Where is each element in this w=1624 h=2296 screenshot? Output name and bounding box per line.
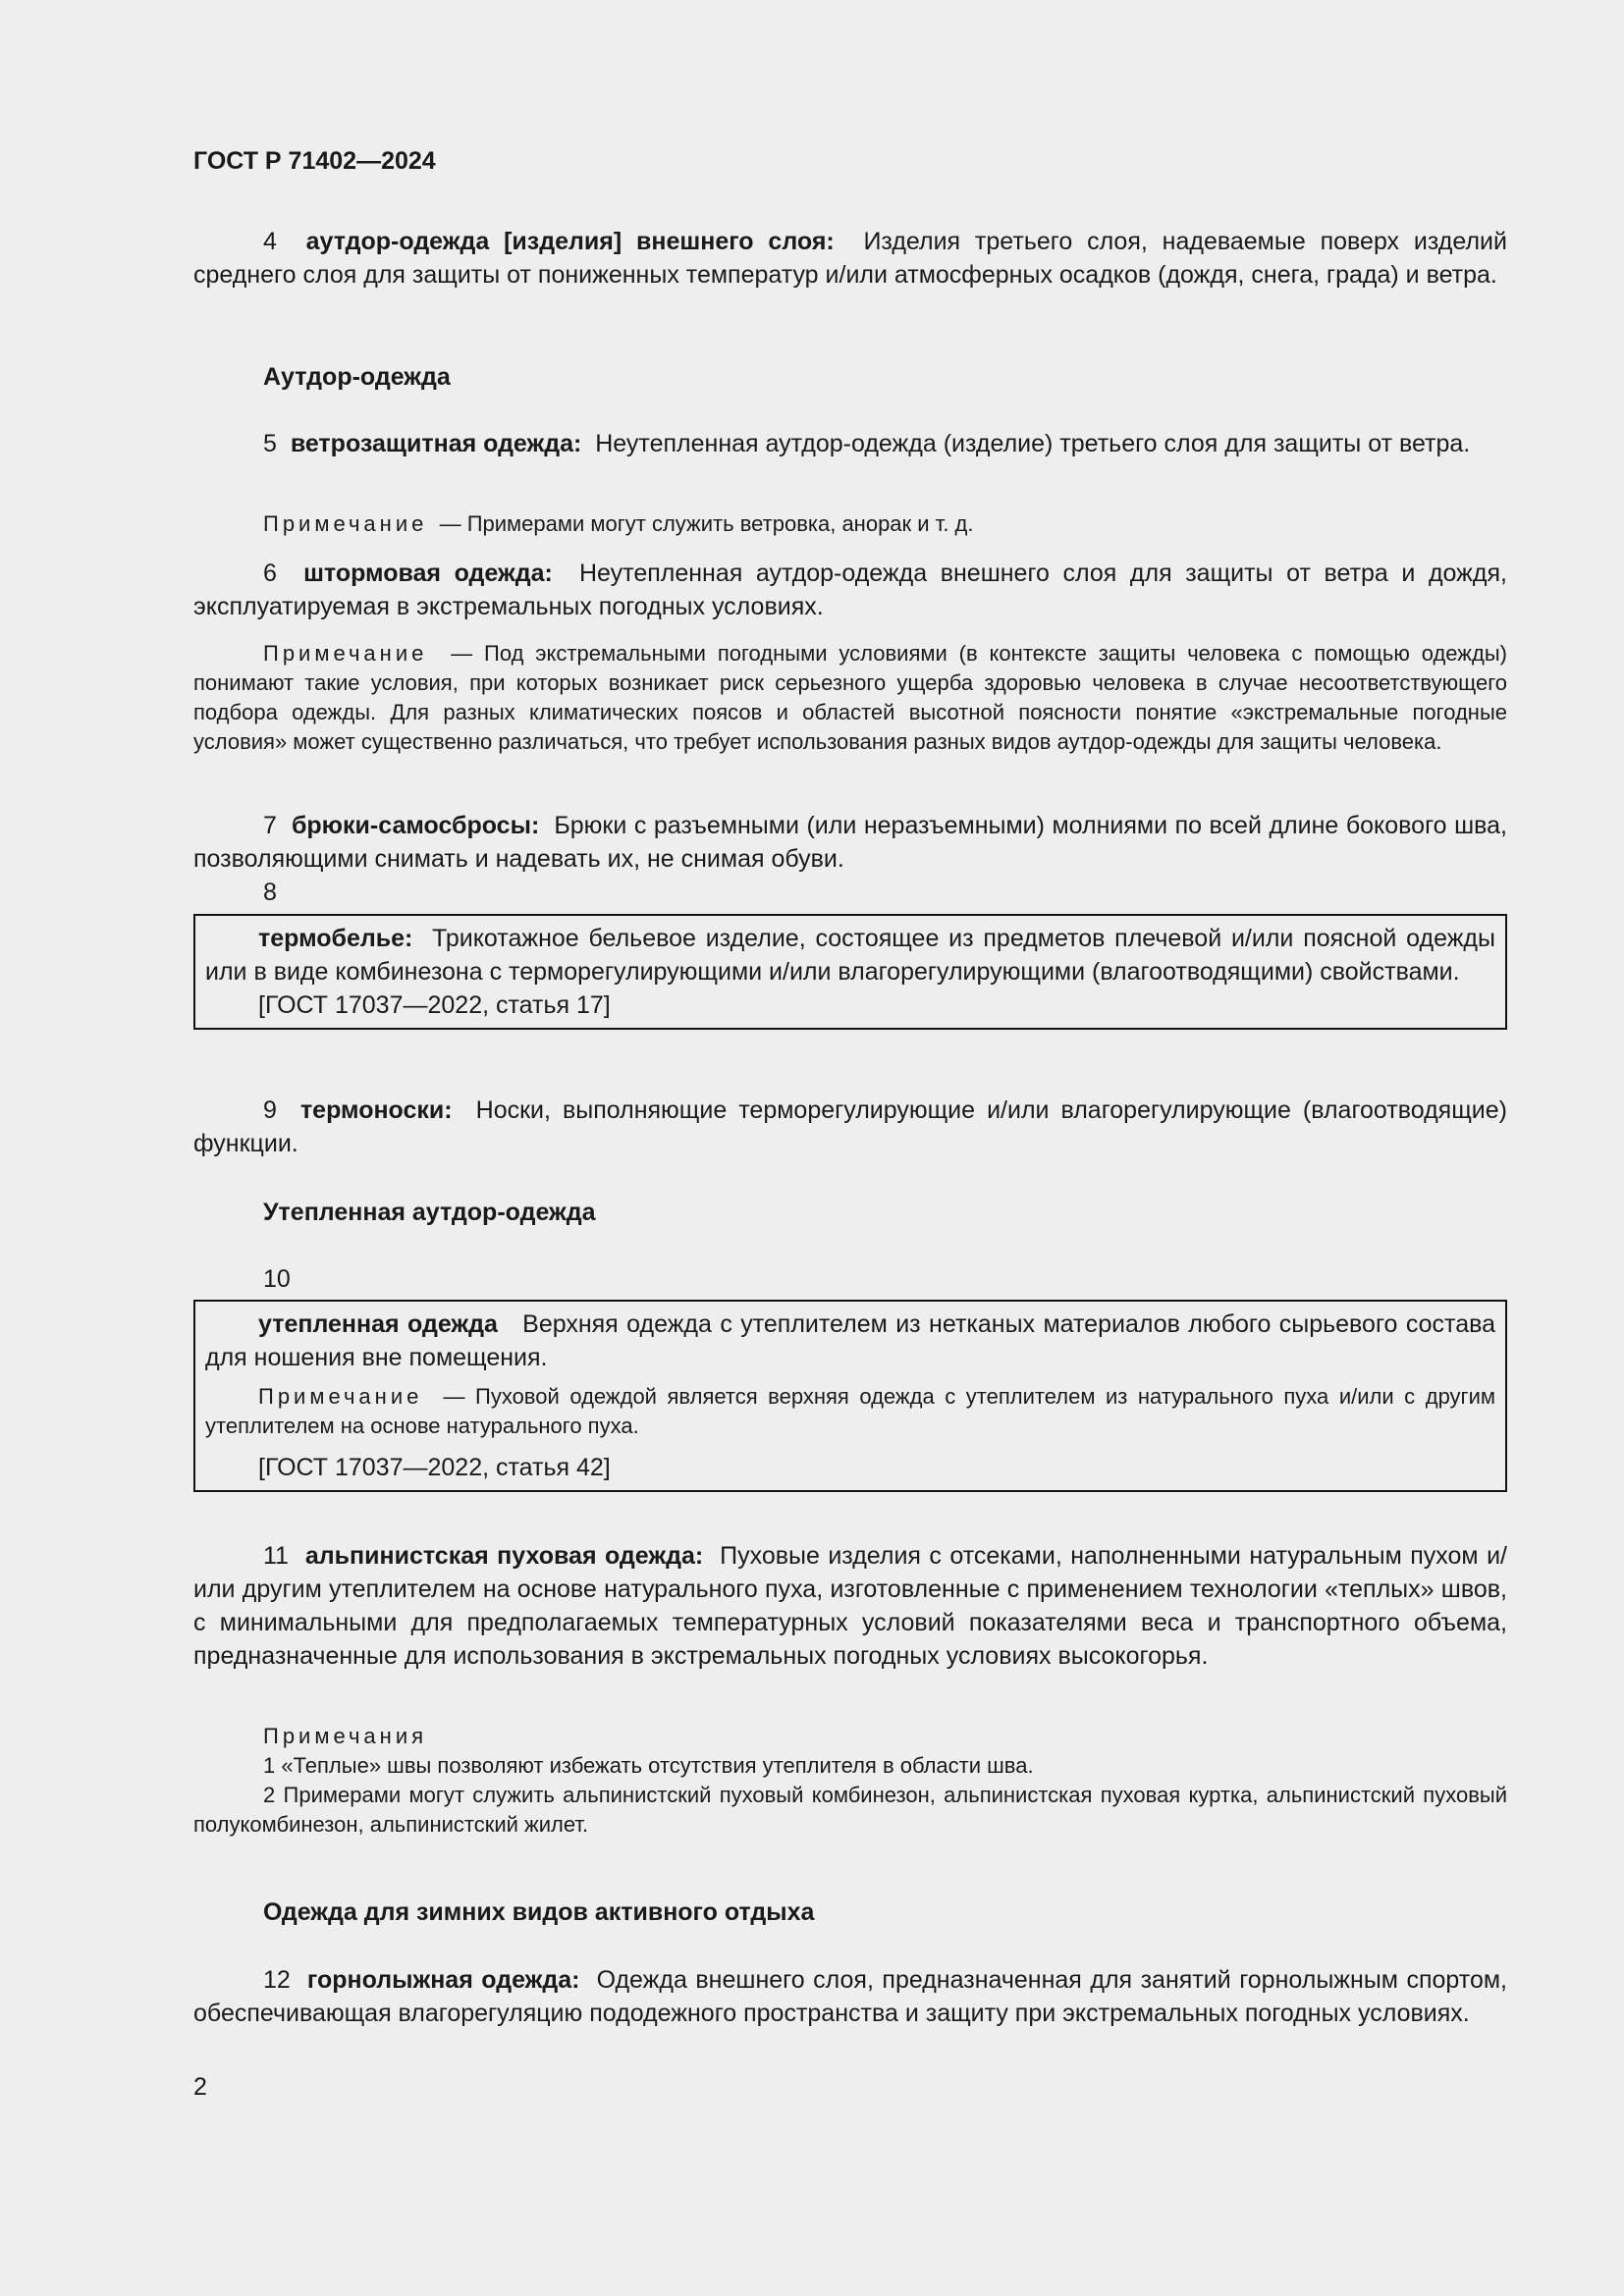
note (205, 1382, 1495, 1441)
entry-6 (193, 557, 1507, 623)
term: аутдор-одежда [изделия] внешнего слоя: (305, 228, 835, 255)
note (193, 639, 1507, 757)
definition: Изделия третьего слоя, надеваемые поверх изделий среднего слоя для защиты от пониженных температур и/или атмосферных осадков (дождя, снега, града) и ветра. (193, 228, 1507, 289)
entry-number: 5 (263, 430, 277, 457)
section-heading: Утепленная аутдор-одежда (263, 1199, 596, 1226)
entry-4 (193, 225, 1507, 292)
term: термобелье: (258, 925, 413, 952)
entry-8-box (193, 914, 1507, 1030)
note-text: — Примерами могут служить ветровка, анорак и т. д. (439, 511, 974, 536)
note-2: 2 Примерами могут служить альпинистский пуховый комбинезон, альпинистская пуховая куртка, альпинистский пуховый полукомбинезон, альпинистский жилет. (193, 1783, 1507, 1837)
definition: Неутепленная аутдор-одежда (изделие) третьего слоя для защиты от ветра. (595, 430, 1471, 457)
section-heading: Одежда для зимних видов активного отдыха (263, 1898, 815, 1926)
document-header: ГОСТ Р 71402—2024 (193, 147, 436, 175)
definition: Неутепленная аутдор-одежда внешнего слоя для защиты от ветра и дождя, эксплуатируемая в экстремальных погодных условиях. (193, 560, 1507, 620)
term: штормовая одежда: (303, 560, 553, 587)
entry-9 (193, 1094, 1507, 1160)
definition: Верхняя одежда с утеплителем из нетканых материалов любого сырьевого состава для ношения вне помещения. (205, 1310, 1496, 1371)
note-text: — Под экстремальными погодными условиями (в контексте защиты человека с помощью одежды) понимают такие условия, при которых возникает риск серьезного ущерба здоровью человека в случае несоответствующего подбора одежды. Для разных климатических поясов и областей высотной поясности понятие «экстремальные погодные условия» может существенно различаться, что требует использования разных видов аутдор-одежды для защиты человека. (193, 641, 1507, 754)
note-label: Примечание (263, 641, 428, 666)
term: горнолыжная одежда: (306, 1966, 580, 1994)
term: альпинистская пуховая одежда: (304, 1542, 704, 1570)
entry-11 (193, 1539, 1507, 1673)
section-heading: Аутдор-одежда (263, 363, 451, 391)
definition: Трикотажное бельевое изделие, состоящее из предметов плечевой и/или поясной одежды или в виде комбинезона с терморегулирующими и/или влагорегулирующими (влагоотводящими) свойствами. (205, 925, 1495, 986)
notes-label: Примечания (263, 1724, 428, 1748)
entry-8 (205, 922, 1495, 988)
entry-7 (193, 809, 1507, 876)
entry-number: 8 (263, 879, 277, 906)
entry-number: 6 (263, 560, 277, 587)
note-label: Примечание (263, 511, 428, 536)
notes-block (193, 1722, 1507, 1840)
term: ветрозащитная одежда: (290, 430, 582, 457)
definition: Одежда внешнего слоя, предназначенная для занятий горнолыжным спортом, обеспечивающая влагорегуляцию пододежного пространства и защиту при экстремальных погодных условиях. (193, 1966, 1507, 2027)
entry-number: 11 (263, 1542, 289, 1570)
source-reference: [ГОСТ 17037—2022, статья 17] (258, 991, 611, 1019)
entry-number: 9 (263, 1096, 277, 1124)
entry-10 (205, 1308, 1495, 1374)
note (193, 509, 1507, 539)
entry-number: 12 (263, 1966, 291, 1994)
definition: Носки, выполняющие терморегулирующие и/или влагорегулирующие (влагоотводящие) функции. (193, 1096, 1507, 1157)
entry-number: 10 (263, 1265, 291, 1293)
entry-5 (193, 427, 1507, 460)
term: термоноски: (299, 1096, 453, 1124)
note-text: — Пуховой одеждой является верхняя одежда с утеплителем из натурального пуха и/или с другим утеплителем на основе натурального пуха. (205, 1384, 1495, 1438)
term: брюки-самосбросы: (291, 812, 540, 839)
entry-10-box (193, 1300, 1507, 1492)
term: утепленная одежда (258, 1310, 498, 1338)
entry-number: 4 (263, 228, 277, 255)
definition: Пуховые изделия с отсеками, наполненными натуральным пухом и/или другим утеплителем на основе натурального пуха, изготовленные с применением технологии «теплых» швов, с минимальными для предполагаемых температурных условий показателями веса и транспортного объема, предназначенные для использования в экстремальных погодных условиях высокогорья. (193, 1542, 1507, 1670)
page-number: 2 (193, 2073, 207, 2101)
source-reference: [ГОСТ 17037—2022, статья 42] (258, 1454, 611, 1481)
entry-12 (193, 1963, 1507, 2030)
note-1: 1 «Теплые» швы позволяют избежать отсутствия утеплителя в области шва. (263, 1753, 1034, 1778)
note-label: Примечание (258, 1384, 423, 1409)
entry-number: 7 (263, 812, 277, 839)
definition: Брюки с разъемными (или неразъемными) молниями по всей длине бокового шва, позволяющими снимать и надевать их, не снимая обуви. (193, 812, 1507, 873)
